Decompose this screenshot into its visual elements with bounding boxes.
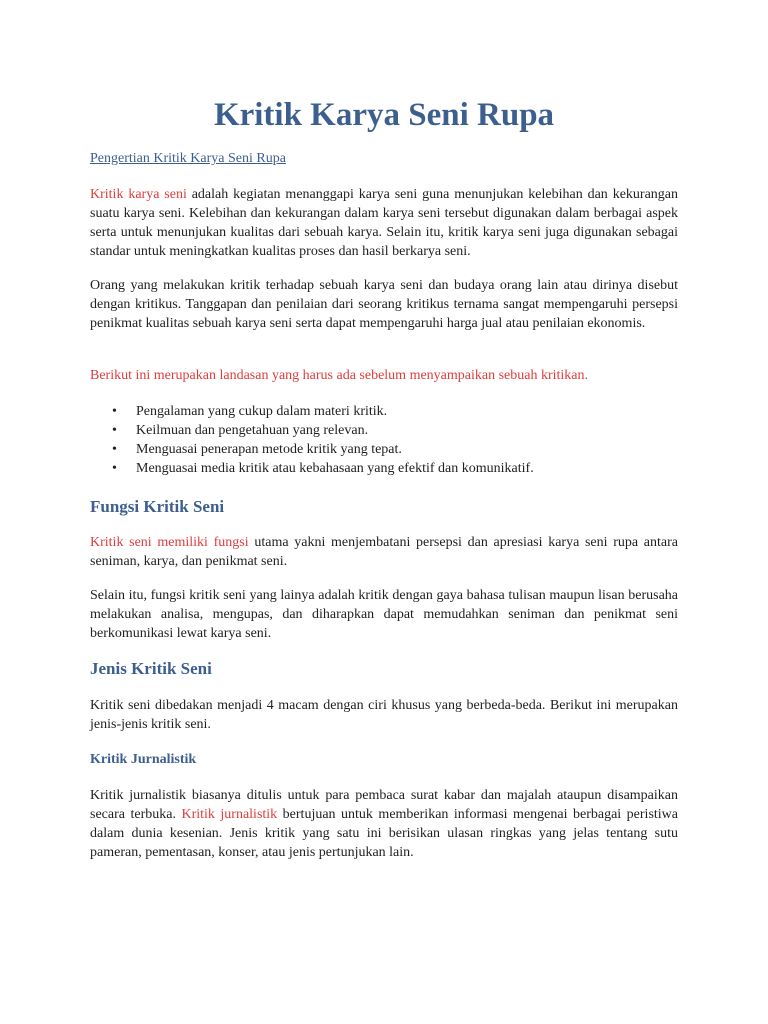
paragraph-jurnalistik-1 <box>90 786 678 862</box>
paragraph-fungsi-1 <box>90 533 678 571</box>
paragraph-fungsi-2: Selain itu, fungsi kritik seni yang lainya adalah kritik dengan gaya bahasa tulisan maupun lisan berusaha melakukan analisa, mengupas, dan diharapkan dapat memudahkan seniman dan penikmat seni berkomunikasi lewat karya seni. <box>90 588 678 641</box>
bullet-dot-icon: • <box>112 461 117 476</box>
bullet-list <box>90 402 534 478</box>
note-landasan: Berikut ini merupakan landasan yang harus ada sebelum menyampaikan sebuah kritikan. <box>90 368 589 383</box>
highlight-text: Kritik karya seni <box>90 187 187 202</box>
paragraph-text: bertujuan untuk memberikan informasi mengenai berbagai peristiwa dalam dunia kesenian. Jenis kritik yang satu ini berisikan ulasan ringkas yang jelas tentang sutu pameran, pementasan, konser, atau jenis pertunjukan lain. <box>90 807 678 860</box>
section-heading-jenis: Jenis Kritik Seni <box>90 659 212 678</box>
list-item <box>90 402 534 421</box>
bullet-dot-icon: • <box>112 442 117 457</box>
paragraph-text: utama yakni menjembatani persepsi dan apresiasi karya seni rupa antara seniman, karya, dan penikmat seni. <box>90 535 678 569</box>
list-item-text: Menguasai media kritik atau kebahasaan yang efektif dan komunikatif. <box>136 461 534 476</box>
paragraph-text: Kritik jurnalistik biasanya ditulis untuk para pembaca surat kabar dan majalah ataupun disampaikan secara terbuka. <box>90 788 678 822</box>
list-item-text: Menguasai penerapan metode kritik yang tepat. <box>136 442 402 457</box>
paragraph-pengertian-2: Orang yang melakukan kritik terhadap sebuah karya seni dan budaya orang lain atau dirinya disebut dengan kritikus. Tanggapan dan penilaian dari seorang kritikus ternama sangat mempengaruhi persepsi penikmat kualitas sebuah karya seni serta dapat mempengaruhi harga jual atau penilaian ekonomis. <box>90 278 678 331</box>
page-title: Kritik Karya Seni Rupa <box>213 97 555 133</box>
section-heading-pengertian: Pengertian Kritik Karya Seni Rupa <box>90 151 286 166</box>
list-item <box>90 440 534 459</box>
list-item <box>90 459 534 478</box>
paragraph-text: adalah kegiatan menanggapi karya seni guna menunjukan kelebihan dan kekurangan suatu karya seni. Kelebihan dan kekurangan dalam karya seni tersebut digunakan dalam berbagai aspek serta untuk menunjukan kualitas dari sebuah karya. Selain itu, kritik karya seni juga digunakan sebagai standar untuk meningkatkan kualitas proses dan hasil berkarya seni. <box>90 187 678 259</box>
bullet-dot-icon: • <box>112 423 117 438</box>
list-item-text: Keilmuan dan pengetahuan yang relevan. <box>136 423 369 438</box>
list-item <box>90 421 534 440</box>
section-heading-jurnalistik: Kritik Jurnalistik <box>90 752 197 767</box>
paragraph-jenis-1: Kritik seni dibedakan menjadi 4 macam dengan ciri khusus yang berbeda-beda. Berikut ini merupakan jenis-jenis kritik seni. <box>90 698 678 732</box>
bullet-dot-icon: • <box>112 404 117 419</box>
paragraph-pengertian-1 <box>90 185 678 261</box>
list-item-text: Pengalaman yang cukup dalam materi kritik. <box>136 404 388 419</box>
section-heading-fungsi: Fungsi Kritik Seni <box>90 497 225 516</box>
highlight-text: Kritik jurnalistik <box>181 807 278 822</box>
highlight-text: Kritik seni memiliki fungsi <box>90 535 249 550</box>
